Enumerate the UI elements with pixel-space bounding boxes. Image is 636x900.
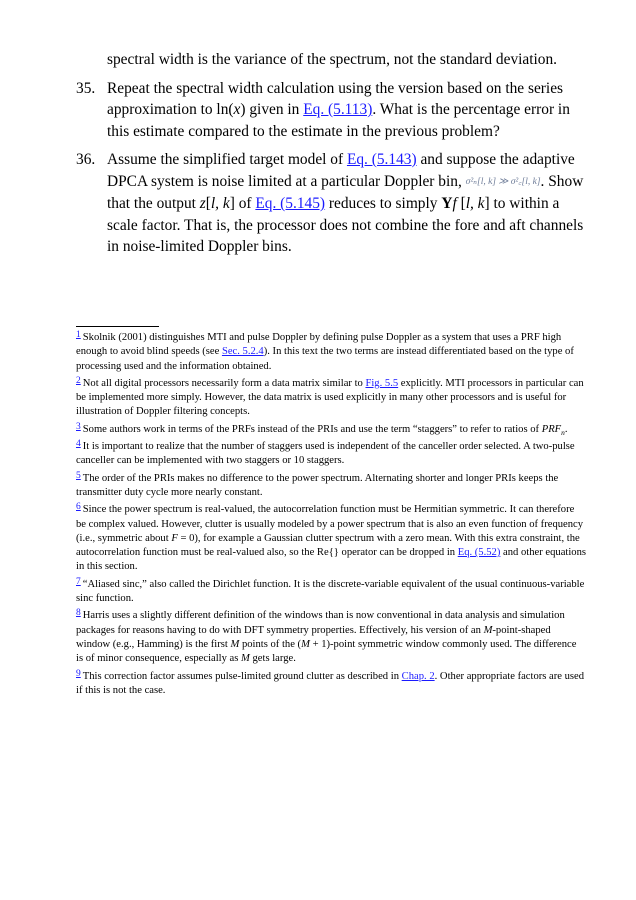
variable-M: M bbox=[301, 638, 310, 650]
footnote-number-link[interactable]: 5 bbox=[76, 470, 81, 481]
footnote-text: gets large. bbox=[249, 653, 296, 665]
footnote-6 bbox=[76, 503, 586, 574]
problem-text: . What is the percentage error in this estimate compared to the estimate in the previous problem? bbox=[107, 101, 570, 140]
footnote-3 bbox=[76, 423, 586, 437]
equation-link-5-52[interactable]: Eq. (5.52) bbox=[457, 547, 501, 559]
subscript-n: n bbox=[561, 427, 565, 437]
problem-text: ] to within a scale factor. That is, the processor does not combine the fore and aft channels in noise-limited Doppler bins. bbox=[107, 195, 584, 255]
footnote-text: = 0), for example a Gaussian clutter spectrum with a zero mean. With this extra constraint, the autocorrelation function must be real-valued also, so the Re{} operator can be dropped in bbox=[76, 532, 580, 559]
footnote-text: points of the ( bbox=[239, 638, 302, 650]
footnote-8 bbox=[76, 609, 586, 666]
problem-text: ] of bbox=[229, 195, 256, 212]
footnote-text: -point-shaped window (e.g., Hamming) is the first bbox=[76, 624, 551, 650]
index-lk: l, k bbox=[465, 195, 485, 212]
footnote-text: “Aliased sinc,” also called the Dirichlet function. It is the discrete-variable equivalent of the usual continuous-variable sinc function. bbox=[76, 578, 585, 605]
variable-F: F bbox=[171, 532, 178, 544]
footnote-number-link[interactable]: 4 bbox=[76, 439, 81, 450]
footnote-text: Some authors work in terms of the PRFs instead of the PRIs and use the term “staggers” to refer to ratios of bbox=[82, 423, 542, 435]
problem-text: Repeat the spectral width calculation using the version based on the series approximation to ln( bbox=[107, 79, 564, 118]
problems-section bbox=[76, 49, 591, 265]
footnote-text: The order of the PRIs makes no difference to the power spectrum. Alternating shorter and longer PRIs keeps the transmitter duty cycle more nearly constant. bbox=[76, 472, 559, 498]
equation-link-5-113[interactable]: Eq. (5.113) bbox=[303, 101, 373, 118]
problem-text: and suppose the adaptive DPCA system is noise limited at a particular Doppler bin, bbox=[107, 151, 575, 190]
footnote-text: . bbox=[564, 423, 568, 435]
problem-text: reduces to simply bbox=[325, 195, 442, 212]
footnote-number-link[interactable]: 8 bbox=[76, 608, 81, 619]
footnote-number-link[interactable]: 2 bbox=[76, 375, 81, 386]
variable-f: f bbox=[452, 195, 457, 212]
footnote-text: explicitly. MTI processors in particular can be implemented more simply. However, the data matrix is used explicitly in many other processors and is useful for illustration of Doppler filtering concepts. bbox=[76, 377, 584, 418]
section-link-5-2-4[interactable]: Sec. 5.2.4 bbox=[221, 346, 264, 358]
footnote-text: Since the power spectrum is real-valued, the autocorrelation function must be Hermitian symmetric. It can therefore be complex valued. However, clutter is usually modeled by a power spectrum that is also an even function of frequency (i.e., symmetric about bbox=[76, 504, 584, 544]
variable-z: z bbox=[199, 195, 206, 212]
footnotes-section bbox=[76, 326, 586, 701]
bracket: [ bbox=[456, 195, 466, 212]
footnote-text: This correction factor assumes pulse-limited ground clutter as described in bbox=[82, 670, 402, 682]
footnote-divider bbox=[76, 326, 159, 327]
bracket: [ bbox=[205, 195, 211, 212]
footnote-text: Harris uses a slightly different definition of the windows than is now conventional in data analysis and simulation packages for reasons having to do with DFT symmetry properties. Effectively, his version of an bbox=[76, 610, 565, 636]
footnote-9 bbox=[76, 670, 586, 699]
footnote-1 bbox=[76, 331, 586, 374]
footnote-2 bbox=[76, 377, 586, 420]
problem-35 bbox=[76, 78, 591, 143]
footnote-7 bbox=[76, 578, 586, 607]
footnote-text: Skolnik (2001) distinguishes MTI and pulse Doppler by defining pulse Doppler as a system that uses a PRF high enough to avoid blind speeds (see bbox=[76, 332, 562, 358]
variable-x: x bbox=[233, 101, 241, 118]
index-lk: l, k bbox=[210, 195, 230, 212]
footnote-4 bbox=[76, 440, 586, 469]
footnote-text: ). In this text the two terms are instead differentiated based on the type of processing used and the information obtained. bbox=[76, 346, 574, 372]
equation-link-5-145[interactable]: Eq. (5.145) bbox=[255, 195, 326, 212]
problem-text: . Show that the output bbox=[107, 172, 584, 212]
variable-M: M bbox=[483, 624, 493, 636]
problem-36 bbox=[76, 149, 591, 258]
footnote-5 bbox=[76, 472, 586, 501]
footnote-number-link[interactable]: 7 bbox=[76, 576, 81, 587]
footnote-number-link[interactable]: 1 bbox=[76, 330, 81, 340]
chapter-link-2[interactable]: Chap. 2 bbox=[401, 670, 435, 682]
problem-text: Assume the simplified target model of bbox=[107, 151, 347, 168]
variable-M: M bbox=[241, 653, 250, 665]
variable-M: M bbox=[230, 638, 240, 650]
footnote-number-link[interactable]: 3 bbox=[76, 421, 81, 432]
problem-34-continuation: spectral width is the variance of the spectrum, not the standard deviation. bbox=[107, 51, 558, 68]
equation-link-5-143[interactable]: Eq. (5.143) bbox=[346, 151, 417, 168]
figure-link-5-5[interactable]: Fig. 5.5 bbox=[365, 377, 399, 389]
problem-number: 35. bbox=[76, 79, 96, 97]
problem-number: 36. bbox=[76, 151, 96, 168]
footnote-text: . Other appropriate factors are used if this is not the case. bbox=[76, 670, 585, 696]
matrix-Y: Y bbox=[441, 195, 453, 212]
footnote-text: and other equations in this section. bbox=[76, 547, 586, 573]
footnote-number-link[interactable]: 6 bbox=[76, 502, 81, 513]
footnote-number-link[interactable]: 9 bbox=[76, 668, 81, 679]
prf-symbol: PRF bbox=[541, 423, 562, 435]
footnote-text: Not all digital processors necessarily form a data matrix similar to bbox=[82, 377, 366, 389]
noise-limited-inequality: σ²ₙ[l, k] ≫ σ²꜀[l, k] bbox=[465, 176, 541, 187]
problem-text: ) given in bbox=[240, 101, 304, 118]
footnote-text: It is important to realize that the number of staggers used is independent of the canceller order selected. A two-pulse canceller can be implemented with two staggers or 10 staggers. bbox=[76, 441, 575, 467]
footnote-text: + 1)-point symmetric window commonly used. The difference is of minor consequence, especially as bbox=[76, 638, 577, 665]
